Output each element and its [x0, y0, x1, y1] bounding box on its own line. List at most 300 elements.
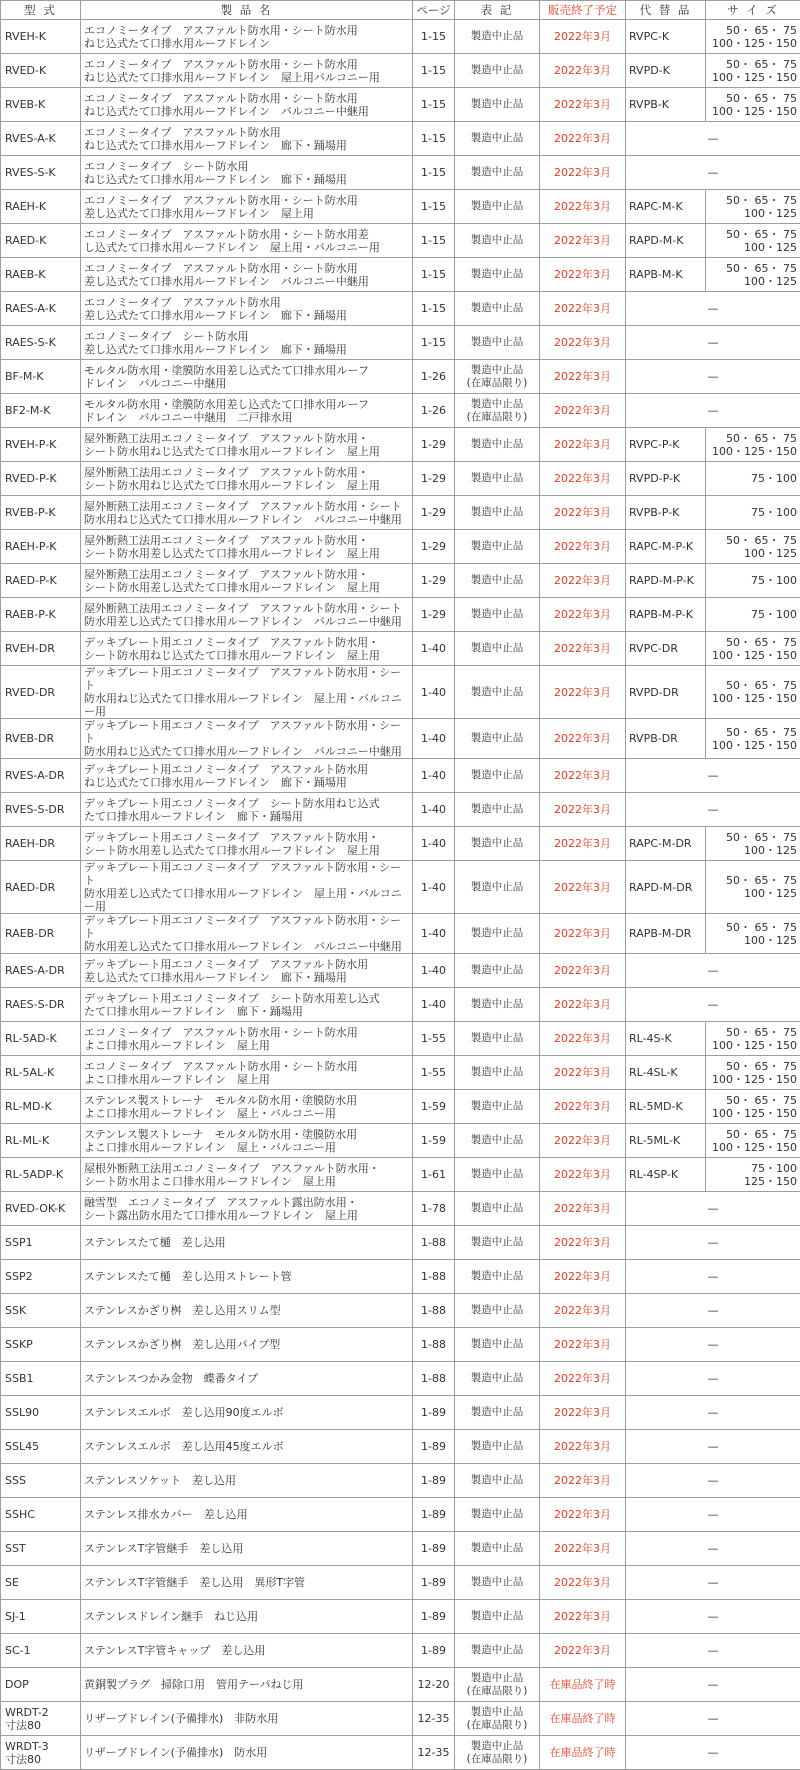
cell-notation: 製造中止品 — [455, 1192, 540, 1226]
cell-product-name: デッキプレート用エコノミータイプ シート防水用ねじ込式 たて口排水用ルーフドレイン 廊下・踊場用 — [81, 793, 413, 827]
cell-page: 1-40 — [413, 988, 455, 1022]
cell-end-of-sale: 2022年3月 — [540, 1532, 626, 1566]
cell-model: WRDT-3 寸法80 — [1, 1736, 81, 1770]
cell-no-alternative: — — [626, 1498, 800, 1532]
cell-product-name: エコノミータイプ アスファルト防水用 ねじ込式たて口排水用ルーフドレイン 廊下・踊場用 — [81, 122, 413, 156]
cell-end-of-sale: 2022年3月 — [540, 793, 626, 827]
cell-page: 1-15 — [413, 54, 455, 88]
cell-model: SE — [1, 1566, 81, 1600]
cell-no-alternative: — — [626, 1260, 800, 1294]
cell-page: 1-40 — [413, 759, 455, 793]
cell-model: WRDT-2 寸法80 — [1, 1702, 81, 1736]
cell-page: 1-29 — [413, 564, 455, 598]
cell-no-alternative: — — [626, 954, 800, 988]
cell-end-of-sale: 2022年3月 — [540, 156, 626, 190]
cell-model: RVEB-P-K — [1, 496, 81, 530]
cell-model: SSB1 — [1, 1362, 81, 1396]
cell-page: 1-15 — [413, 292, 455, 326]
table-row — [1, 1600, 800, 1634]
cell-page: 1-29 — [413, 496, 455, 530]
cell-size: 50・ 65・ 75 100・125・150 — [706, 1124, 800, 1158]
cell-notation: 製造中止品 — [455, 1566, 540, 1600]
cell-size: 75・100 — [706, 462, 800, 496]
cell-model: RVED-K — [1, 54, 81, 88]
cell-model: RVEH-DR — [1, 632, 81, 666]
cell-end-of-sale: 2022年3月 — [540, 428, 626, 462]
cell-page: 1-40 — [413, 632, 455, 666]
cell-page: 1-40 — [413, 719, 455, 759]
cell-alternative: RAPD-M-P-K — [626, 564, 706, 598]
cell-no-alternative: — — [626, 1192, 800, 1226]
cell-end-of-sale: 2022年3月 — [540, 759, 626, 793]
table-row — [1, 1158, 800, 1192]
cell-product-name: エコノミータイプ シート防水用 差し込式たて口排水用ルーフドレイン 廊下・踊場用 — [81, 326, 413, 360]
cell-size: 50・ 65・ 75 100・125・150 — [706, 88, 800, 122]
cell-page: 1-61 — [413, 1158, 455, 1192]
table-row — [1, 1668, 800, 1702]
cell-product-name: ステンレスつかみ金物 蝶番タイプ — [81, 1362, 413, 1396]
table-row — [1, 1430, 800, 1464]
cell-notation: 製造中止品 — [455, 827, 540, 861]
cell-page: 1-15 — [413, 156, 455, 190]
cell-product-name: ステンレスエルボ 差し込用45度エルボ — [81, 1430, 413, 1464]
cell-page: 1-29 — [413, 428, 455, 462]
cell-size: 50・ 65・ 75 100・125 — [706, 258, 800, 292]
table-row — [1, 719, 800, 759]
cell-end-of-sale: 2022年3月 — [540, 632, 626, 666]
table-row — [1, 759, 800, 793]
table-row — [1, 1192, 800, 1226]
cell-no-alternative: — — [626, 1430, 800, 1464]
cell-product-name: 屋外断熱工法用エコノミータイプ アスファルト防水用・ シート防水用ねじ込式たて口排水用ルーフドレイン 屋上用 — [81, 428, 413, 462]
cell-alternative: RAPC-M-P-K — [626, 530, 706, 564]
cell-model: RVEH-K — [1, 20, 81, 54]
cell-model: RAES-S-K — [1, 326, 81, 360]
cell-size: 50・ 65・ 75 100・125・150 — [706, 1090, 800, 1124]
cell-product-name: ステンレスたて樋 差し込用 — [81, 1226, 413, 1260]
cell-notation: 製造中止品 — [455, 1532, 540, 1566]
cell-page: 1-40 — [413, 861, 455, 914]
cell-end-of-sale: 2022年3月 — [540, 360, 626, 394]
cell-product-name: エコノミータイプ アスファルト防水用・シート防水用差 し込式たて口排水用ルーフドレイン 屋上用・バルコニー用 — [81, 224, 413, 258]
cell-model: SSP2 — [1, 1260, 81, 1294]
cell-notation: 製造中止品 — [455, 54, 540, 88]
cell-page: 1-78 — [413, 1192, 455, 1226]
cell-model: SSP1 — [1, 1226, 81, 1260]
cell-model: RAED-P-K — [1, 564, 81, 598]
cell-end-of-sale: 2022年3月 — [540, 1430, 626, 1464]
cell-model: RL-ML-K — [1, 1124, 81, 1158]
cell-page: 1-55 — [413, 1056, 455, 1090]
cell-product-name: リザーブドレイン(予備排水) 非防水用 — [81, 1702, 413, 1736]
cell-page: 1-15 — [413, 224, 455, 258]
cell-page: 1-15 — [413, 190, 455, 224]
cell-end-of-sale: 2022年3月 — [540, 1498, 626, 1532]
header-notation: 表 記 — [455, 1, 540, 20]
cell-page: 1-59 — [413, 1090, 455, 1124]
cell-no-alternative: — — [626, 1702, 800, 1736]
cell-alternative: RAPB-M-DR — [626, 914, 706, 954]
table-row — [1, 1362, 800, 1396]
table-row — [1, 462, 800, 496]
cell-no-alternative: — — [626, 1362, 800, 1396]
cell-product-name: エコノミータイプ アスファルト防水用・シート防水用 差し込式たて口排水用ルーフドレイン 屋上用 — [81, 190, 413, 224]
cell-end-of-sale: 2022年3月 — [540, 914, 626, 954]
cell-product-name: ステンレスかざり桝 差し込用スリム型 — [81, 1294, 413, 1328]
cell-notation: 製造中止品 — [455, 1396, 540, 1430]
cell-notation: 製造中止品 — [455, 1634, 540, 1668]
cell-end-of-sale: 2022年3月 — [540, 326, 626, 360]
cell-model: RAES-S-DR — [1, 988, 81, 1022]
cell-product-name: デッキプレート用エコノミータイプ アスファルト防水用・シート 防水用ねじ込式たて口排水用ルーフドレイン 屋上用・バルコニー用 — [81, 666, 413, 719]
cell-end-of-sale: 2022年3月 — [540, 666, 626, 719]
table-row — [1, 1124, 800, 1158]
cell-page: 1-88 — [413, 1294, 455, 1328]
cell-model: RL-MD-K — [1, 1090, 81, 1124]
cell-alternative: RVPC-P-K — [626, 428, 706, 462]
cell-page: 12-20 — [413, 1668, 455, 1702]
table-row — [1, 1022, 800, 1056]
cell-product-name: デッキプレート用エコノミータイプ アスファルト防水用・ シート防水用ねじ込式たて口排水用ルーフドレイン 屋上用 — [81, 632, 413, 666]
cell-product-name: デッキプレート用エコノミータイプ アスファルト防水用・シート 防水用ねじ込式たて口排水用ルーフドレイン バルコニー中継用 — [81, 719, 413, 759]
cell-notation: 製造中止品 — [455, 1498, 540, 1532]
cell-notation: 製造中止品 — [455, 20, 540, 54]
cell-no-alternative: — — [626, 1464, 800, 1498]
cell-notation: 製造中止品 — [455, 1328, 540, 1362]
cell-no-alternative: — — [626, 394, 800, 428]
table-body — [1, 20, 800, 1770]
cell-end-of-sale: 2022年3月 — [540, 1634, 626, 1668]
table-row — [1, 598, 800, 632]
cell-end-of-sale: 2022年3月 — [540, 564, 626, 598]
cell-model: RAED-K — [1, 224, 81, 258]
cell-page: 1-89 — [413, 1532, 455, 1566]
cell-end-of-sale: 2022年3月 — [540, 530, 626, 564]
cell-notation: 製造中止品 — [455, 666, 540, 719]
header-model: 型 式 — [1, 1, 81, 20]
cell-alternative: RL-4SP-K — [626, 1158, 706, 1192]
cell-no-alternative: — — [626, 1600, 800, 1634]
cell-product-name: ステンレスかざり桝 差し込用パイプ型 — [81, 1328, 413, 1362]
cell-end-of-sale: 2022年3月 — [540, 54, 626, 88]
cell-alternative: RL-5MD-K — [626, 1090, 706, 1124]
cell-model: SSL45 — [1, 1430, 81, 1464]
cell-product-name: 屋外断熱工法用エコノミータイプ アスファルト防水用・ シート防水用差し込式たて口排水用ルーフドレイン 屋上用 — [81, 564, 413, 598]
cell-page: 1-15 — [413, 326, 455, 360]
cell-end-of-sale: 2022年3月 — [540, 1396, 626, 1430]
cell-product-name: 屋外断熱工法用エコノミータイプ アスファルト防水用・シート 防水用ねじ込式たて口排水用ルーフドレイン バルコニー中継用 — [81, 496, 413, 530]
cell-end-of-sale: 2022年3月 — [540, 462, 626, 496]
cell-alternative: RVPC-DR — [626, 632, 706, 666]
cell-notation: 製造中止品 — [455, 1124, 540, 1158]
cell-notation: 製造中止品 — [455, 462, 540, 496]
table-row — [1, 564, 800, 598]
cell-model: SSS — [1, 1464, 81, 1498]
cell-end-of-sale: 2022年3月 — [540, 861, 626, 914]
header-end-of-sale: 販売終了予定 — [540, 1, 626, 20]
cell-no-alternative: — — [626, 156, 800, 190]
cell-product-name: リザーブドレイン(予備排水) 防水用 — [81, 1736, 413, 1770]
cell-notation: 製造中止品 — [455, 954, 540, 988]
cell-page: 1-40 — [413, 666, 455, 719]
cell-product-name: ステンレスたて樋 差し込用ストレート管 — [81, 1260, 413, 1294]
cell-model: SSKP — [1, 1328, 81, 1362]
cell-no-alternative: — — [626, 1532, 800, 1566]
cell-end-of-sale: 2022年3月 — [540, 496, 626, 530]
cell-product-name: 屋外断熱工法用エコノミータイプ アスファルト防水用・ シート防水用ねじ込式たて口排水用ルーフドレイン 屋上用 — [81, 462, 413, 496]
cell-notation: 製造中止品 — [455, 1022, 540, 1056]
cell-page: 1-40 — [413, 827, 455, 861]
cell-size: 75・100 125・150 — [706, 1158, 800, 1192]
cell-page: 1-15 — [413, 20, 455, 54]
cell-page: 1-89 — [413, 1396, 455, 1430]
cell-product-name: デッキプレート用エコノミータイプ アスファルト防水用 差し込式たて口排水用ルーフドレイン 廊下・踊場用 — [81, 954, 413, 988]
cell-end-of-sale: 2022年3月 — [540, 1124, 626, 1158]
cell-no-alternative: — — [626, 1736, 800, 1770]
cell-page: 1-59 — [413, 1124, 455, 1158]
cell-no-alternative: — — [626, 759, 800, 793]
table-row — [1, 1226, 800, 1260]
cell-no-alternative: — — [626, 1668, 800, 1702]
cell-alternative: RAPC-M-K — [626, 190, 706, 224]
cell-page: 1-89 — [413, 1600, 455, 1634]
cell-product-name: 黄銅製プラグ 掃除口用 管用テーパねじ用 — [81, 1668, 413, 1702]
cell-page: 1-88 — [413, 1328, 455, 1362]
cell-product-name: エコノミータイプ アスファルト防水用・シート防水用 ねじ込式たて口排水用ルーフドレイン バルコニー中継用 — [81, 88, 413, 122]
cell-model: RVED-OK-K — [1, 1192, 81, 1226]
cell-page: 1-29 — [413, 598, 455, 632]
cell-no-alternative: — — [626, 1396, 800, 1430]
cell-end-of-sale: 在庫品終了時 — [540, 1736, 626, 1770]
cell-alternative: RVPB-DR — [626, 719, 706, 759]
cell-notation: 製造中止品 — [455, 1226, 540, 1260]
cell-alternative: RAPB-M-P-K — [626, 598, 706, 632]
cell-model: RL-5AD-K — [1, 1022, 81, 1056]
cell-product-name: ステンレスエルボ 差し込用90度エルボ — [81, 1396, 413, 1430]
cell-model: BF2-M-K — [1, 394, 81, 428]
cell-alternative: RL-4SL-K — [626, 1056, 706, 1090]
cell-page: 1-89 — [413, 1566, 455, 1600]
cell-notation: 製造中止品 (在庫品限り) — [455, 1736, 540, 1770]
cell-size: 50・ 65・ 75 100・125 — [706, 827, 800, 861]
cell-model: RVEB-DR — [1, 719, 81, 759]
cell-alternative: RL-4S-K — [626, 1022, 706, 1056]
cell-page: 1-26 — [413, 360, 455, 394]
cell-product-name: デッキプレート用エコノミータイプ アスファルト防水用・ シート防水用差し込式たて口排水用ルーフドレイン 屋上用 — [81, 827, 413, 861]
cell-end-of-sale: 2022年3月 — [540, 292, 626, 326]
table-row — [1, 988, 800, 1022]
cell-page: 1-15 — [413, 258, 455, 292]
cell-model: RL-5ADP-K — [1, 1158, 81, 1192]
cell-end-of-sale: 2022年3月 — [540, 1362, 626, 1396]
cell-notation: 製造中止品 — [455, 428, 540, 462]
cell-size: 50・ 65・ 75 100・125・150 — [706, 20, 800, 54]
cell-end-of-sale: 2022年3月 — [540, 1294, 626, 1328]
cell-end-of-sale: 2022年3月 — [540, 1600, 626, 1634]
cell-alternative: RVPB-K — [626, 88, 706, 122]
cell-size: 50・ 65・ 75 100・125・150 — [706, 632, 800, 666]
cell-notation: 製造中止品 — [455, 988, 540, 1022]
table-row — [1, 954, 800, 988]
cell-product-name: ステンレスT字管継手 差し込用 異形T字管 — [81, 1566, 413, 1600]
cell-alternative: RL-5ML-K — [626, 1124, 706, 1158]
header-page: ページ — [413, 1, 455, 20]
cell-product-name: デッキプレート用エコノミータイプ アスファルト防水用・シート 防水用差し込式たて口排水用ルーフドレイン 屋上用・バルコニー用 — [81, 861, 413, 914]
cell-page: 1-29 — [413, 462, 455, 496]
table-row — [1, 666, 800, 719]
cell-notation: 製造中止品 — [455, 1090, 540, 1124]
cell-end-of-sale: 2022年3月 — [540, 190, 626, 224]
cell-size: 50・ 65・ 75 100・125・150 — [706, 1056, 800, 1090]
cell-product-name: ステンレスソケット 差し込用 — [81, 1464, 413, 1498]
table-header-row — [1, 1, 800, 20]
table-row — [1, 292, 800, 326]
cell-product-name: 屋根外断熱工法用エコノミータイプ アスファルト防水用・ シート防水用よこ口排水用ルーフドレイン 屋上用 — [81, 1158, 413, 1192]
cell-model: RAEB-P-K — [1, 598, 81, 632]
cell-end-of-sale: 2022年3月 — [540, 1192, 626, 1226]
cell-end-of-sale: 2022年3月 — [540, 20, 626, 54]
cell-product-name: エコノミータイプ アスファルト防水用・シート防水用 よこ口排水用ルーフドレイン 屋上用 — [81, 1022, 413, 1056]
cell-product-name: デッキプレート用エコノミータイプ シート防水用差し込式 たて口排水用ルーフドレイン 廊下・踊場用 — [81, 988, 413, 1022]
cell-product-name: エコノミータイプ アスファルト防水用・シート防水用 よこ口排水用ルーフドレイン 屋上用 — [81, 1056, 413, 1090]
cell-no-alternative: — — [626, 988, 800, 1022]
cell-model: RVEH-P-K — [1, 428, 81, 462]
cell-notation: 製造中止品 — [455, 598, 540, 632]
cell-end-of-sale: 2022年3月 — [540, 258, 626, 292]
cell-product-name: エコノミータイプ シート防水用 ねじ込式たて口排水用ルーフドレイン 廊下・踊場用 — [81, 156, 413, 190]
cell-end-of-sale: 在庫品終了時 — [540, 1668, 626, 1702]
cell-notation: 製造中止品 — [455, 88, 540, 122]
cell-notation: 製造中止品 — [455, 632, 540, 666]
cell-product-name: エコノミータイプ アスファルト防水用・シート防水用 ねじ込式たて口排水用ルーフドレイン — [81, 20, 413, 54]
table-row — [1, 914, 800, 954]
cell-notation: 製造中止品 (在庫品限り) — [455, 1668, 540, 1702]
cell-alternative: RVPD-P-K — [626, 462, 706, 496]
cell-alternative: RVPD-DR — [626, 666, 706, 719]
cell-product-name: 融雪型 エコノミータイプ アスファルト露出防水用・ シート露出防水用たて口排水用ルーフドレイン 屋上用 — [81, 1192, 413, 1226]
cell-end-of-sale: 2022年3月 — [540, 1090, 626, 1124]
table-row — [1, 793, 800, 827]
cell-end-of-sale: 2022年3月 — [540, 224, 626, 258]
table-row — [1, 428, 800, 462]
cell-no-alternative: — — [626, 793, 800, 827]
cell-page: 1-40 — [413, 954, 455, 988]
cell-size: 50・ 65・ 75 100・125 — [706, 224, 800, 258]
cell-end-of-sale: 2022年3月 — [540, 598, 626, 632]
cell-no-alternative: — — [626, 292, 800, 326]
table-row — [1, 54, 800, 88]
cell-product-name: モルタル防水用・塗膜防水用差し込式たて口排水用ルーフ ドレイン バルコニー中継用 — [81, 360, 413, 394]
cell-model: RAEH-P-K — [1, 530, 81, 564]
cell-page: 1-15 — [413, 88, 455, 122]
table-row — [1, 1396, 800, 1430]
cell-notation: 製造中止品 — [455, 292, 540, 326]
cell-notation: 製造中止品 — [455, 759, 540, 793]
cell-end-of-sale: 2022年3月 — [540, 988, 626, 1022]
cell-model: RVEB-K — [1, 88, 81, 122]
cell-end-of-sale: 在庫品終了時 — [540, 1702, 626, 1736]
table-row — [1, 190, 800, 224]
cell-notation: 製造中止品 (在庫品限り) — [455, 394, 540, 428]
cell-page: 1-40 — [413, 914, 455, 954]
cell-page: 1-88 — [413, 1226, 455, 1260]
cell-product-name: エコノミータイプ アスファルト防水用・シート防水用 ねじ込式たて口排水用ルーフドレイン 屋上用バルコニー用 — [81, 54, 413, 88]
table-row — [1, 1294, 800, 1328]
cell-notation: 製造中止品 — [455, 156, 540, 190]
cell-page: 1-15 — [413, 122, 455, 156]
cell-end-of-sale: 2022年3月 — [540, 1566, 626, 1600]
table-row — [1, 496, 800, 530]
table-row — [1, 530, 800, 564]
cell-product-name: エコノミータイプ アスファルト防水用 差し込式たて口排水用ルーフドレイン 廊下・踊場用 — [81, 292, 413, 326]
cell-model: RAES-A-K — [1, 292, 81, 326]
table-row — [1, 1532, 800, 1566]
cell-no-alternative: — — [626, 1226, 800, 1260]
cell-notation: 製造中止品 — [455, 564, 540, 598]
table-row — [1, 1498, 800, 1532]
table-row — [1, 1566, 800, 1600]
table-row — [1, 258, 800, 292]
header-product-name: 製 品 名 — [81, 1, 413, 20]
table-row — [1, 1634, 800, 1668]
cell-no-alternative: — — [626, 360, 800, 394]
table-row — [1, 1260, 800, 1294]
cell-alternative: RVPC-K — [626, 20, 706, 54]
cell-model: SJ-1 — [1, 1600, 81, 1634]
cell-notation: 製造中止品 — [455, 719, 540, 759]
cell-product-name: デッキプレート用エコノミータイプ アスファルト防水用 ねじ込式たて口排水用ルーフドレイン 廊下・踊場用 — [81, 759, 413, 793]
cell-size: 50・ 65・ 75 100・125 — [706, 190, 800, 224]
cell-end-of-sale: 2022年3月 — [540, 719, 626, 759]
cell-model: RVES-A-K — [1, 122, 81, 156]
cell-notation: 製造中止品 — [455, 258, 540, 292]
cell-page: 1-88 — [413, 1260, 455, 1294]
cell-notation: 製造中止品 — [455, 1056, 540, 1090]
cell-size: 50・ 65・ 75 100・125・150 — [706, 719, 800, 759]
cell-product-name: 屋外断熱工法用エコノミータイプ アスファルト防水用・シート 防水用差し込式たて口排水用ルーフドレイン バルコニー中継用 — [81, 598, 413, 632]
cell-no-alternative: — — [626, 122, 800, 156]
cell-page: 1-89 — [413, 1464, 455, 1498]
cell-page: 1-89 — [413, 1634, 455, 1668]
cell-alternative: RVPD-K — [626, 54, 706, 88]
cell-end-of-sale: 2022年3月 — [540, 1022, 626, 1056]
table-row — [1, 326, 800, 360]
table-row — [1, 394, 800, 428]
cell-end-of-sale: 2022年3月 — [540, 1328, 626, 1362]
table-row — [1, 1328, 800, 1362]
cell-product-name: ステンレスドレイン継手 ねじ込用 — [81, 1600, 413, 1634]
cell-size: 50・ 65・ 75 100・125 — [706, 530, 800, 564]
cell-page: 1-88 — [413, 1362, 455, 1396]
cell-model: RVED-P-K — [1, 462, 81, 496]
cell-end-of-sale: 2022年3月 — [540, 394, 626, 428]
cell-alternative: RAPC-M-DR — [626, 827, 706, 861]
cell-model: RAED-DR — [1, 861, 81, 914]
table-row — [1, 360, 800, 394]
table-row — [1, 827, 800, 861]
cell-page: 1-26 — [413, 394, 455, 428]
cell-notation: 製造中止品 — [455, 793, 540, 827]
cell-size: 50・ 65・ 75 100・125 — [706, 914, 800, 954]
cell-end-of-sale: 2022年3月 — [540, 1464, 626, 1498]
table-row — [1, 122, 800, 156]
cell-size: 75・100 — [706, 598, 800, 632]
cell-model: RL-5AL-K — [1, 1056, 81, 1090]
table-row — [1, 88, 800, 122]
table-row — [1, 224, 800, 258]
cell-notation: 製造中止品 (在庫品限り) — [455, 1702, 540, 1736]
cell-product-name: ステンレスT字管キャップ 差し込用 — [81, 1634, 413, 1668]
